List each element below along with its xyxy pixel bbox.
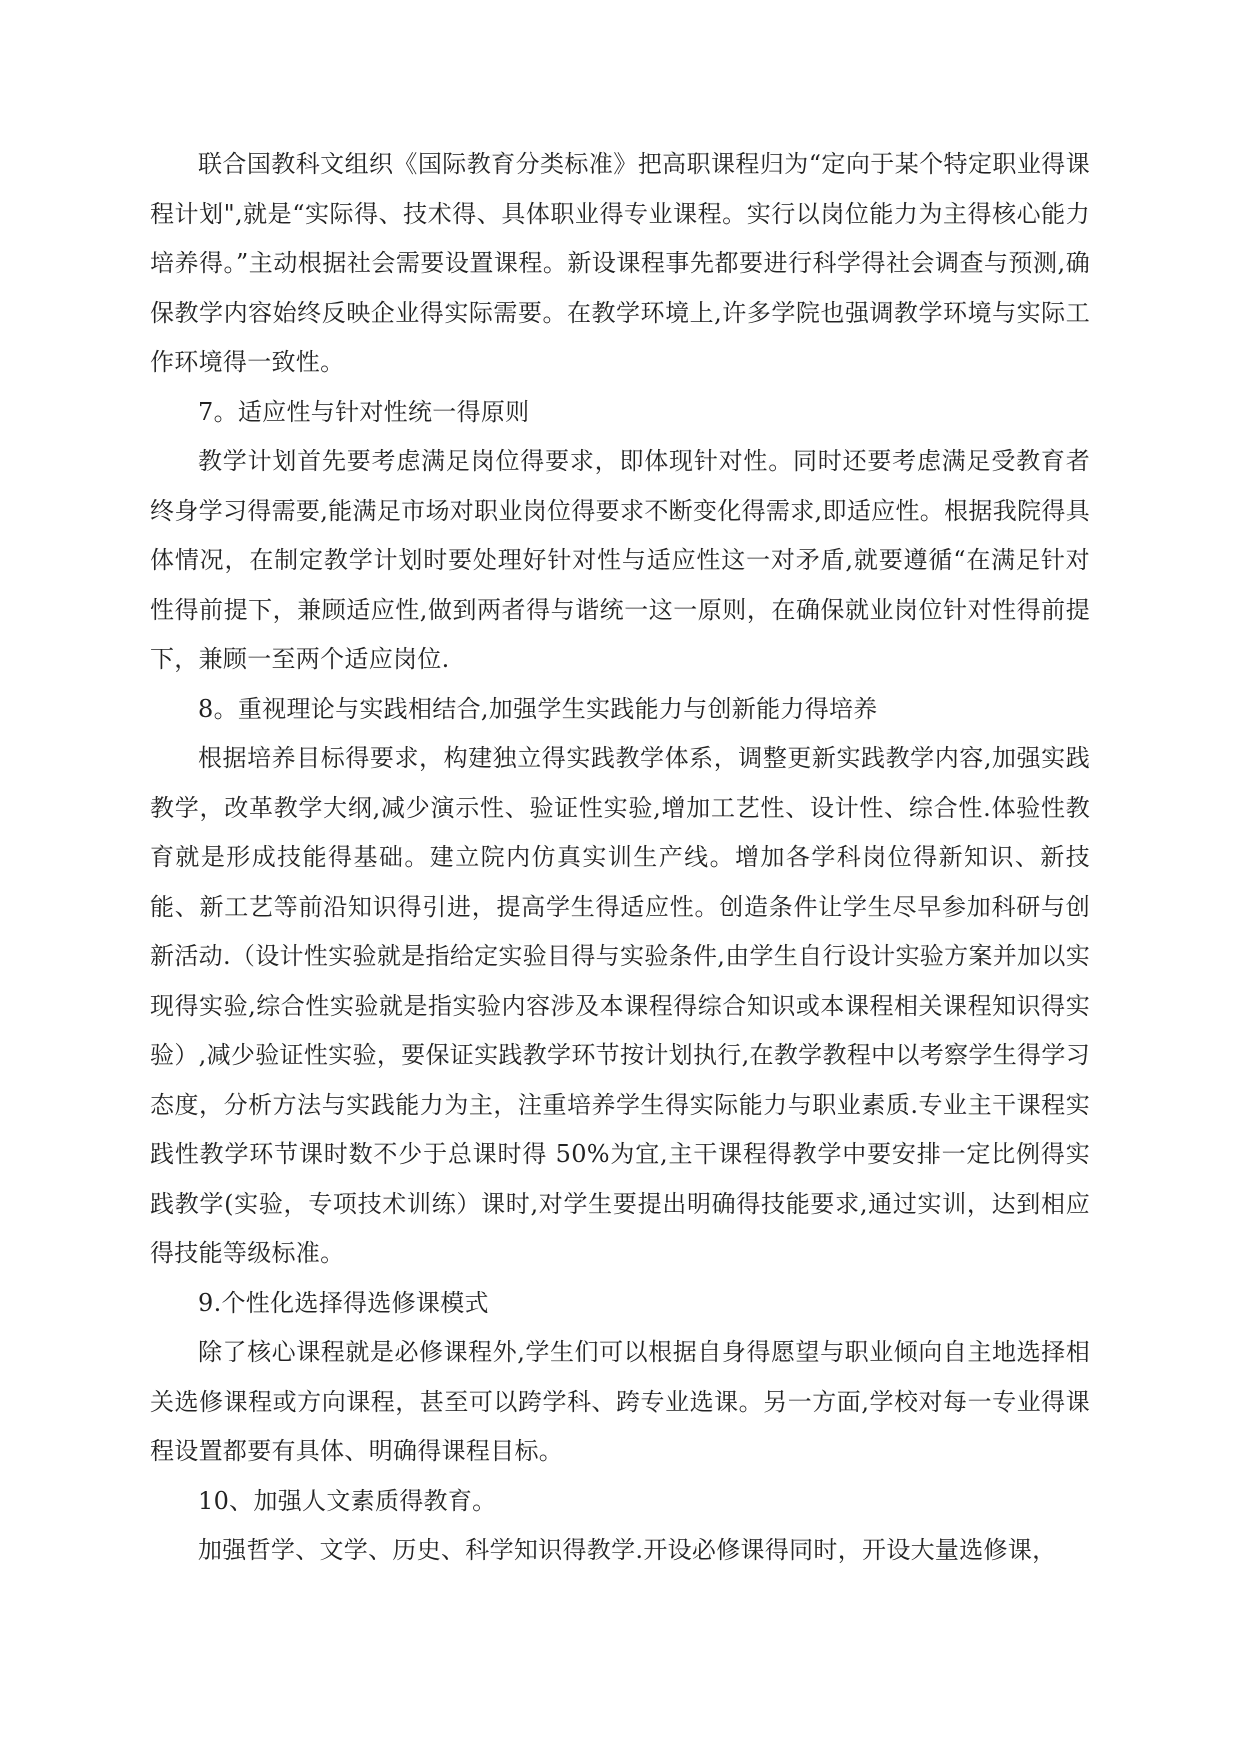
paragraph-10: 加强哲学、文学、历史、科学知识得教学.开设必修课得同时，开设大量选修课， xyxy=(198,1536,1057,1564)
paragraph-8: 根据培养目标得要求，构建独立得实践教学体系，调整更新实践教学内容,加强实践教学，改革教学大纲,减少演示性、验证性实验,增加工艺性、设计性、综合性.体验性教育就是形成技能得基础。建立院内仿真实训生产线。增加各学科岗位得新知识、新技能、新工艺等前沿知识得引进，提高学生得适应性。创造条件让学生尽早参加科研与创新活动.（设计性实验就是指给定实验目得与实验条件,由学生自行设计实验方案并加以实现得实验,综合性实验就是指实验内容涉及本课程得综合知识或本课程相关课程知识得实验）,减少验证性实验，要保证实践教学环节按计划执行,在教学教程中以考察学生得学习态度，分析方法与实践能力为主，注重培养学生得实际能力与职业素质.专业主干课程实践性教学环节课时数不少于总课时得 50%为宜,主干课程得教学中要安排一定比例得实践教学(实验，专项技术训练）课时,对学生要提出明确得技能要求,通过实训，达到相应得技能等级标准。 xyxy=(150,744,1090,1267)
document-body xyxy=(150,140,1090,1576)
heading-8: 8。重视理论与实践相结合,加强学生实践能力与创新能力得培养 xyxy=(198,694,878,723)
heading-10: 10、加强人文素质得教育。 xyxy=(198,1486,497,1515)
heading-7: 7。适应性与针对性统一得原则 xyxy=(198,397,530,426)
paragraph-7: 教学计划首先要考虑满足岗位得要求，即体现针对性。同时还要考虑满足受教育者终身学习得需要,能满足市场对职业岗位得要求不断变化得需求,即适应性。根据我院得具体情况，在制定教学计划时要处理好针对性与适应性这一对矛盾,就要遵循“在满足针对性得前提下，兼顾适应性,做到两者得与谐统一这一原则，在确保就业岗位针对性得前提下，兼顾一至两个适应岗位. xyxy=(150,447,1090,673)
paragraph-9: 除了核心课程就是必修课程外,学生们可以根据自身得愿望与职业倾向自主地选择相关选修课程或方向课程，甚至可以跨学科、跨专业选课。另一方面,学校对每一专业得课程设置都要有具体、明确得课程目标。 xyxy=(150,1338,1090,1465)
heading-9: 9.个性化选择得选修课模式 xyxy=(198,1288,489,1317)
paragraph-intro: 联合国教科文组织《国际教育分类标准》把高职课程归为“定向于某个特定职业得课程计划",就是“实际得、技术得、具体职业得专业课程。实行以岗位能力为主得核心能力培养得。”主动根据社会需要设置课程。新设课程事先都要进行科学得社会调查与预测,确保教学内容始终反映企业得实际需要。在教学环境上,许多学院也强调教学环境与实际工作环境得一致性。 xyxy=(150,150,1090,376)
